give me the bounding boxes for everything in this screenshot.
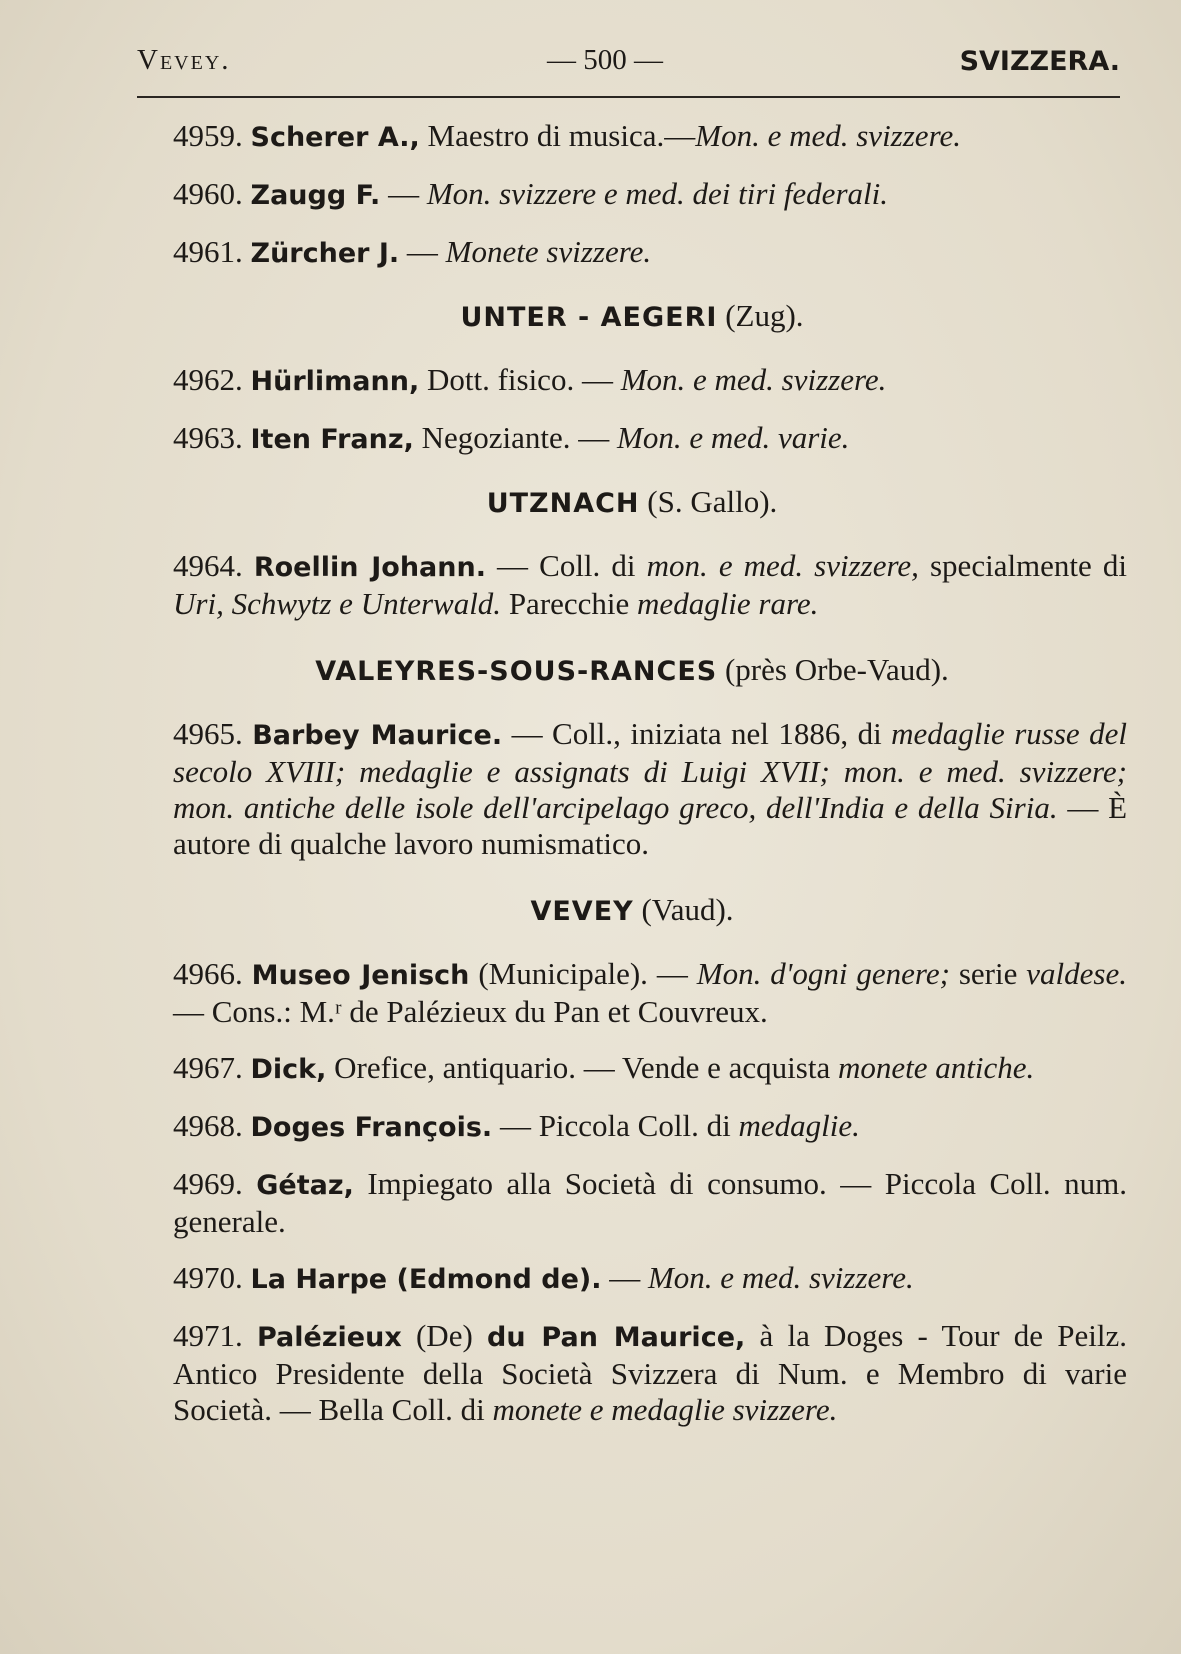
entry-number: 4965. [173,716,243,751]
entry-text: — [380,176,427,211]
entry-italic: medaglie. [738,1108,860,1143]
entry-text: Negoziante. — [413,420,617,455]
entry-number: 4963. [173,420,243,455]
section-region: (près Orbe-Vaud). [717,652,949,687]
entry-italic: monete e medaglie svizzere. [492,1392,838,1427]
entry-4969 [137,1166,1127,1240]
entry-italic: monete antiche. [837,1050,1035,1085]
entry-name: Palézieux [256,1322,402,1353]
entry-name: Gétaz, [256,1170,354,1201]
entry-italic: Mon. e med. varie. [617,420,850,455]
entry-text: — [601,1260,648,1295]
entry-4970 [137,1260,1127,1298]
entry-number: 4964. [173,548,243,583]
entry-4965 [137,716,1127,862]
entry-number: 4968. [173,1108,243,1143]
entry-number: 4962. [173,362,243,397]
entry-text: Impiegato alla Società di consumo. — Piccola Coll. num. generale. [173,1166,1127,1239]
entry-4959 [137,118,1127,156]
entry-name: Hürlimann, [250,366,420,397]
entry-text: — Coll. di [485,548,647,583]
entry-number: 4967. [173,1050,243,1085]
entry-text: — Coll., iniziata nel 1886, di [502,716,892,751]
entry-4962 [137,362,1127,400]
entry-number: 4971. [173,1318,243,1353]
entry-4960 [137,176,1127,214]
entry-4961 [137,234,1127,272]
entry-text: serie [949,956,1027,991]
entry-name: Zürcher J. [250,238,400,269]
section-unter-aegeri [137,298,1127,336]
entry-italic: Mon. d'ogni genere; [696,956,950,991]
entry-italic: Mon. svizzere e med. dei tiri federali. [426,176,888,211]
section-utznach [137,484,1127,522]
entry-name: du Pan Maurice, [487,1322,746,1353]
entry-number: 4960. [173,176,243,211]
entry-name: La Harpe (Edmond de). [250,1264,602,1295]
entry-number: 4959. [173,118,243,153]
entry-italic: valdese. [1026,956,1127,991]
entry-italic: mon. e med. svizzere, [646,548,919,583]
section-vevey [137,892,1127,930]
section-region: (S. Gallo). [639,484,778,519]
entry-text: — Piccola Coll. di [492,1108,739,1143]
page-body [137,118,1127,1428]
entry-italic: Mon. e med. svizzere. [695,118,961,153]
entry-name: Dick, [250,1054,327,1085]
entry-name: Doges François. [250,1112,493,1143]
entry-italic: Mon. e med. svizzere. [647,1260,914,1295]
entry-italic: Mon. e med. svizzere. [620,362,887,397]
section-region: (Zug). [717,298,804,333]
entry-number: 4969. [173,1166,243,1201]
entry-4967 [137,1050,1127,1088]
entry-text: Maestro di musica.— [419,118,696,153]
entry-name: Roellin Johann. [253,552,486,583]
entry-name: Zaugg F. [250,180,381,211]
running-head-left: Vevey. [137,44,231,76]
entry-text: (Municipale). — [469,956,697,991]
entry-4971 [137,1318,1127,1428]
entry-4968 [137,1108,1127,1146]
section-place: UTZNACH [486,488,640,519]
entry-name: Iten Franz, [250,424,414,455]
entry-4964 [137,548,1127,622]
running-head-right: SVIZZERA. [959,46,1120,77]
entry-italic: Uri, Schwytz e Unterwald. [173,586,502,621]
entry-4963 [137,420,1127,458]
entry-text: Parecchie [501,586,638,621]
entry-text: Dott. fisico. — [419,362,621,397]
section-place: UNTER - AEGERI [460,302,718,333]
entry-number: 4970. [173,1260,243,1295]
entry-name: Scherer A., [250,122,420,153]
entry-text: specialmente di [918,548,1128,583]
entry-name: Museo Jenisch [251,960,470,991]
section-place: VALEYRES-SOUS-RANCES [315,656,718,687]
entry-text: (De) [401,1318,488,1353]
entry-text: — [399,234,446,269]
entry-italic: Monete svizzere. [445,234,652,269]
entry-italic: medaglie russe del secolo XVIII; medaglie e assignats di Luigi XVII; mon. e med. svizzere; mon. antiche delle isole dell'arcipelago greco, dell'India e della Siria. [173,716,1127,825]
entry-number: 4961. [173,234,243,269]
entry-text: à la Doges - Tour de Peilz. Antico Presidente della Società Svizzera di Num. e Membro di varie Società. — Bella Coll. di [173,1318,1128,1427]
entry-name: Barbey Maurice. [252,720,503,751]
header-rule [137,96,1120,98]
section-region: (Vaud). [633,892,734,927]
entry-text: — È autore di qualche lavoro numismatico. [173,790,1128,861]
entry-4966 [137,956,1127,1030]
entry-text: Orefice, antiquario. — Vende e acquista [326,1050,838,1085]
section-valeyres [137,652,1127,690]
page-number: — 500 — [547,44,663,76]
entry-text: — Cons.: M.ʳ de Palézieux du Pan et Couvreux. [173,994,768,1029]
section-place: VEVEY [530,896,634,927]
entry-number: 4966. [173,956,243,991]
page-header [137,44,1120,88]
entry-italic: medaglie rare. [637,586,819,621]
